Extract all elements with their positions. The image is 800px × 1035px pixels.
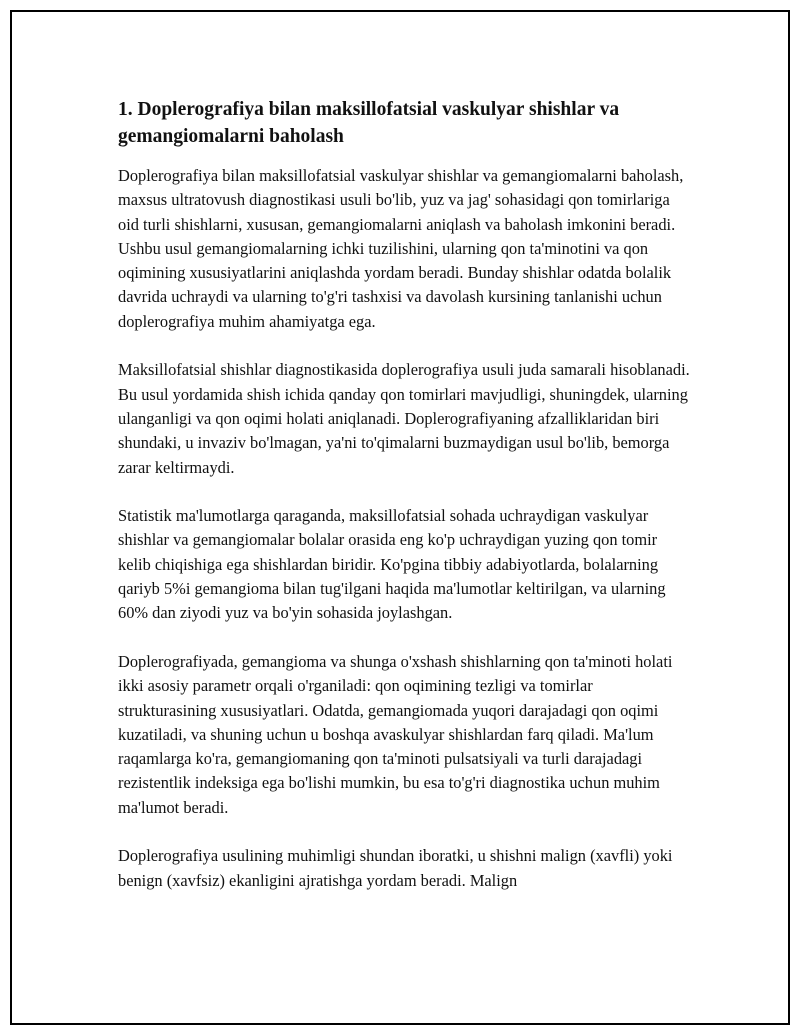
paragraph-3: Statistik ma'lumotlarga qaraganda, maksillofatsial sohada uchraydigan vaskulyar shishlar va gemangiomalar bolalar orasida eng ko'p uchraydigan yuzing qon tomir kelib chiqishiga ega shishlardan biridir. Ko'pgina tibbiy adabiyotlarda, bolalarning qariyb 5%i gemangioma bilan tug'ilgani haqida ma'lumotlar keltirilgan, va ularning 60% dan ziyodi yuz va bo'yin sohasida joylashgan. [118,506,666,623]
section-heading: 1. Doplerografiya bilan maksillofatsial vaskulyar shishlar va gemangiomalarni baholash [118,99,620,147]
page-frame [10,10,790,1025]
paragraph-2: Maksillofatsial shishlar diagnostikasida doplerografiya usuli juda samarali hisoblanadi. Bu usul yordamida shish ichida qanday qon tomirlari mavjudligi, shuningdek, ularning ulanganligi va qon oqimi holati aniqlanadi. Doplerografiyaning afzalliklaridan biri shundaki, u invaziv bo'lmagan, ya'ni to'qimalarni buzmaydigan usul bo'lib, bemorga zarar keltirmaydi. [118,360,690,477]
paragraph-5: Doplerografiya usulining muhimligi shundan iboratki, u shishni malign (xavfli) yoki benign (xavfsiz) ekanligini ajratishga yordam beradi. Malign [118,846,673,890]
paragraph-4: Doplerografiyada, gemangioma va shunga o'xshash shishlarning qon ta'minoti holati ikki asosiy parametr orqali o'rganiladi: qon oqimining tezligi va tomirlar strukturasining xususiyatlari. Odatda, gemangiomada yuqori darajadagi qon oqimi kuzatiladi, va shuning uchun u boshqa avaskulyar shishlardan farq qiladi. Ma'lum raqamlarga ko'ra, gemangiomaning qon ta'minoti pulsatsiyali va turli darajadagi rezistentlik indeksiga ega bo'lishi mumkin, bu esa to'g'ri diagnostika uchun muhim ma'lumot beradi. [118,651,673,817]
paragraph-1: Doplerografiya bilan maksillofatsial vaskulyar shishlar va gemangiomalarni baholash, maxsus ultratovush diagnostikasi usuli bo'lib, yuz va jag' sohasidagi qon tomirlariga oid turli shishlarni, xususan, gemangiomalarni aniqlash va baholash imkonini beradi. Ushbu usul gemangiomalarning ichki tuzilishini, ularning qon ta'minotini va qon oqimining xususiyatlarini aniqlashda yordam beradi. Bunday shishlar odatda bolalik davrida uchraydi va ularning to'g'ri tashxisi va davolash kursining tanlanishi uchun doplerografiya muhim ahamiyatga ega. [118,166,684,331]
document-body [118,96,690,917]
